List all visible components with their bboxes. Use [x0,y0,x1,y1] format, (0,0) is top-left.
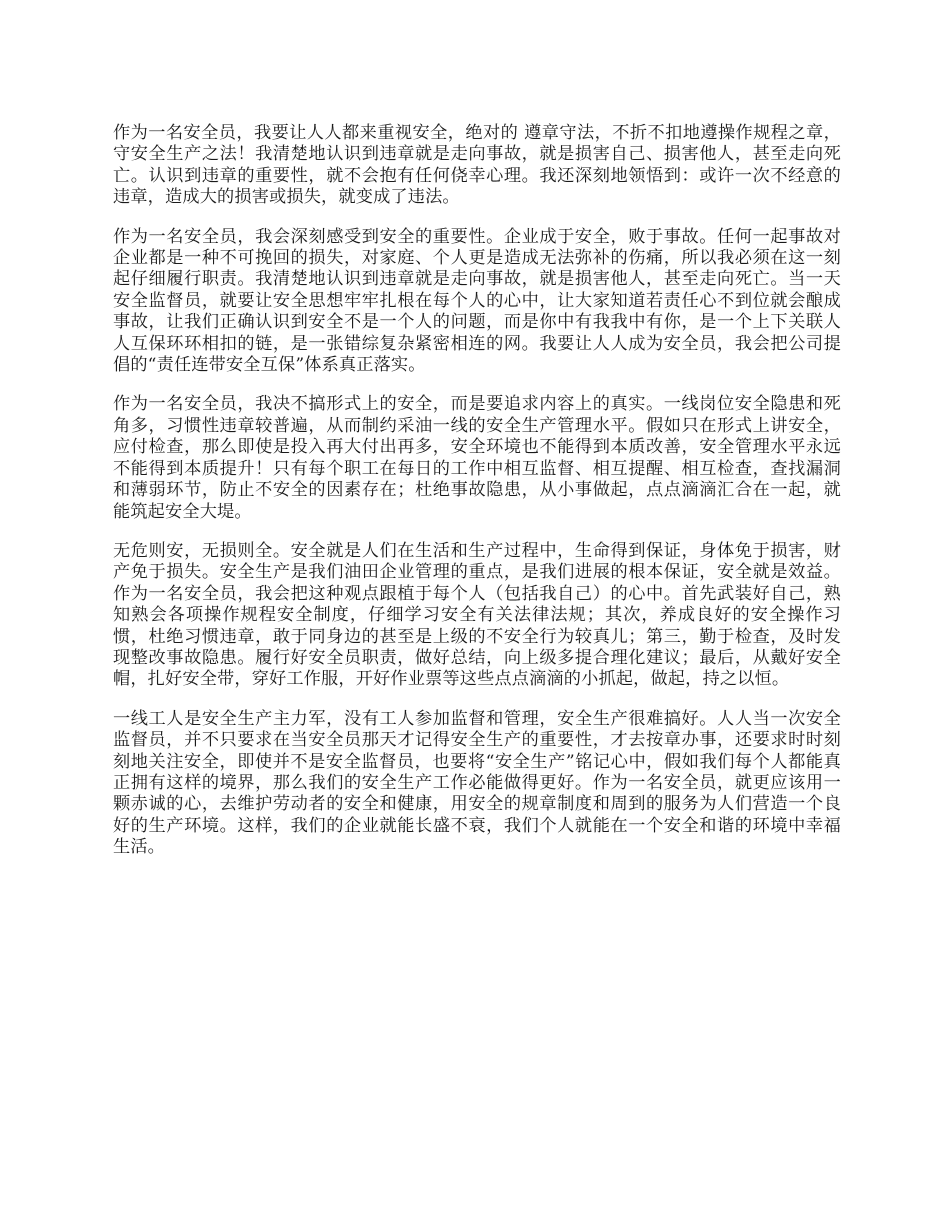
paragraph-1: 作为一名安全员，我要让人人都来重视安全，绝对的 遵章守法，不折不扣地遵操作规程之章，守安全生产之法！我清楚地认识到违章就是走向事故，就是损害自己、损害他人，甚至走向死亡。认识到违章的重要性，就不会抱有任何侥幸心理。我还深刻地领悟到：或许一次不经意的违章，造成大的损害或损失，就变成了违法。 [113,123,841,208]
paragraph-3: 作为一名安全员，我决不搞形式上的安全，而是要追求内容上的真实。一线岗位安全隐患和死角多，习惯性违章较普遍，从而制约采油一线的安全生产管理水平。假如只在形式上讲安全，应付检查，那么即使是投入再大付出再多，安全环境也不能得到本质改善，安全管理水平永远不能得到本质提升！只有每个职工在每日的工作中相互监督、相互提醒、相互检查，查找漏洞和薄弱环节，防止不安全的因素存在；杜绝事故隐患，从小事做起，点点滴滴汇合在一起，就能筑起安全大堤。 [113,394,841,522]
paragraph-2: 作为一名安全员，我会深刻感受到安全的重要性。企业成于安全，败于事故。任何一起事故对企业都是一种不可挽回的损失，对家庭、个人更是造成无法弥补的伤痛，所以我必须在这一刻起仔细履行职责。我清楚地认识到违章就是走向事故，就是损害他人，甚至走向死亡。当一天安全监督员，就要让安全思想牢牢扎根在每个人的心中，让大家知道若责任心不到位就会酿成事故，让我们正确认识到安全不是一个人的问题，而是你中有我我中有你，是一个上下关联人人互保环环相扣的链，是一张错综复杂紧密相连的网。我要让人人成为安全员，我会把公司提倡的“责任连带安全互保”体系真正落实。 [113,226,841,376]
paragraph-5: 一线工人是安全生产主力军，没有工人参加监督和管理，安全生产很难搞好。人人当一次安全监督员，并不只要求在当安全员那天才记得安全生产的重要性，才去按章办事，还要求时时刻刻地关注安全，即使并不是安全监督员，也要将“安全生产”铭记心中，假如我们每个人都能真正拥有这样的境界，那么我们的安全生产工作必能做得更好。作为一名安全员，就更应该用一颗赤诚的心，去维护劳动者的安全和健康，用安全的规章制度和周到的服务为人们营造一个良好的生产环境。这样，我们的企业就能长盛不衰，我们个人就能在一个安全和谐的环境中幸福生活。 [113,708,841,858]
document-body [113,123,841,877]
paragraph-4: 无危则安，无损则全。安全就是人们在生活和生产过程中，生命得到保证，身体免于损害，财产免于损失。安全生产是我们油田企业管理的重点，是我们进展的根本保证，安全就是效益。 作为一名安全员，我会把这种观点跟植于每个人（包括我自己）的心中。首先武装好自己，熟知熟会各项操作规程安全制度，仔细学习安全有关法律法规；其次，养成良好的安全操作习惯，杜绝习惯违章，敢于同身边的甚至是上级的不安全行为较真儿；第三，勤于检查，及时发现整改事故隐患。履行好安全员职责，做好总结，向上级多提合理化建议；最后，从戴好安全帽，扎好安全带，穿好工作服，开好作业票等这些点点滴滴的小抓起，做起，持之以恒。 [113,540,841,690]
